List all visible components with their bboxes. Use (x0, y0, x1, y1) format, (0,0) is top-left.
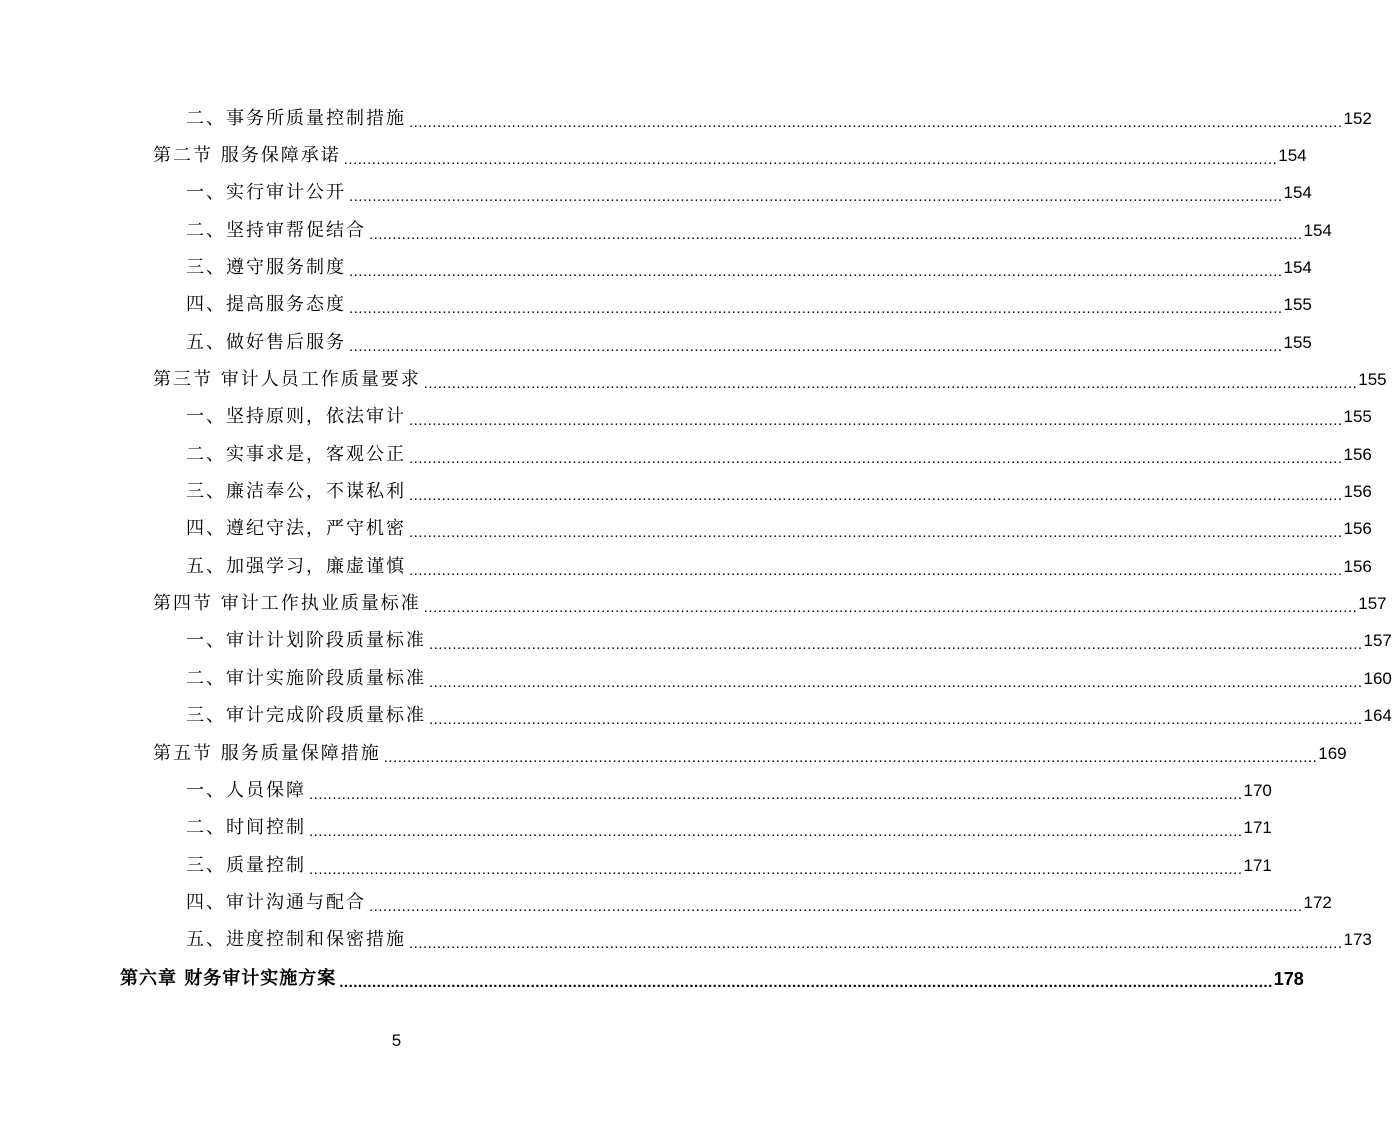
toc-dot-leader: ........................................................................................................................................................................................................ (369, 897, 1303, 915)
toc-dot-leader: ........................................................................................................................................................................................................ (369, 225, 1303, 243)
toc-entry-title: 第二节 服务保障承诺 (153, 145, 341, 167)
toc-entry-title: 二、实事求是，客观公正 (186, 443, 406, 465)
toc-entry-page-number: 172 (1303, 892, 1332, 912)
toc-chapter-entry[interactable] (0, 960, 1304, 997)
toc-dot-leader: ........................................................................................................................................................................................................ (349, 300, 1283, 318)
toc-entry-page-number: 154 (1303, 220, 1332, 240)
table-of-contents (0, 100, 1392, 997)
toc-dot-leader: ........................................................................................................................................................................................................ (339, 973, 1273, 991)
toc-entry-title: 一、坚持原则，依法审计 (186, 406, 406, 428)
toc-entry-page-number: 156 (1343, 482, 1372, 502)
toc-entry-title: 二、事务所质量控制措施 (186, 107, 406, 129)
toc-item-entry[interactable] (0, 212, 1332, 249)
toc-section-entry[interactable] (0, 361, 1387, 398)
toc-entry-page-number: 169 (1318, 743, 1347, 763)
toc-item-entry[interactable] (0, 623, 1392, 660)
toc-entry-page-number: 156 (1343, 556, 1372, 576)
toc-dot-leader: ........................................................................................................................................................................................................ (349, 337, 1283, 355)
toc-entry-page-number: 154 (1283, 183, 1312, 203)
toc-entry-title: 五、加强学习，廉虚谨慎 (186, 555, 406, 577)
toc-dot-leader: ........................................................................................................................................................................................................ (343, 151, 1278, 169)
toc-section-entry[interactable] (0, 585, 1387, 622)
toc-dot-leader: ........................................................................................................................................................................................................ (429, 673, 1363, 691)
toc-entry-page-number: 164 (1363, 706, 1392, 726)
toc-entry-page-number: 155 (1283, 295, 1312, 315)
toc-item-entry[interactable] (0, 511, 1372, 548)
toc-item-entry[interactable] (0, 810, 1272, 847)
toc-dot-leader: ........................................................................................................................................................................................................ (383, 748, 1318, 766)
toc-entry-page-number: 178 (1273, 968, 1304, 989)
toc-entry-title: 三、遵守服务制度 (186, 257, 346, 279)
toc-dot-leader: ........................................................................................................................................................................................................ (409, 524, 1343, 542)
toc-dot-leader: ........................................................................................................................................................................................................ (409, 449, 1343, 467)
toc-dot-leader: ........................................................................................................................................................................................................ (409, 487, 1343, 505)
toc-entry-page-number: 155 (1343, 407, 1372, 427)
toc-entry-title: 四、遵纪守法，严守机密 (186, 518, 406, 540)
toc-entry-page-number: 155 (1358, 370, 1387, 390)
toc-section-entry[interactable] (0, 137, 1307, 174)
toc-entry-title: 三、审计完成阶段质量标准 (186, 705, 426, 727)
toc-entry-page-number: 157 (1363, 631, 1392, 651)
toc-item-entry[interactable] (0, 287, 1312, 324)
toc-item-entry[interactable] (0, 473, 1372, 510)
toc-entry-title: 三、质量控制 (186, 854, 306, 876)
toc-dot-leader: ........................................................................................................................................................................................................ (349, 188, 1283, 206)
toc-dot-leader: ........................................................................................................................................................................................................ (409, 935, 1343, 953)
toc-dot-leader: ........................................................................................................................................................................................................ (309, 860, 1243, 878)
toc-entry-page-number: 171 (1243, 855, 1272, 875)
toc-dot-leader: ........................................................................................................................................................................................................ (409, 561, 1343, 579)
toc-item-entry[interactable] (0, 436, 1372, 473)
toc-dot-leader: ........................................................................................................................................................................................................ (409, 113, 1343, 131)
toc-entry-title: 二、审计实施阶段质量标准 (186, 667, 426, 689)
toc-entry-page-number: 170 (1243, 780, 1272, 800)
toc-entry-page-number: 157 (1358, 594, 1387, 614)
toc-entry-title: 第四节 审计工作执业质量标准 (153, 593, 421, 615)
toc-dot-leader: ........................................................................................................................................................................................................ (409, 412, 1343, 430)
toc-dot-leader: ........................................................................................................................................................................................................ (429, 636, 1363, 654)
toc-entry-page-number: 152 (1343, 108, 1372, 128)
toc-entry-title: 四、提高服务态度 (186, 294, 346, 316)
toc-item-entry[interactable] (0, 922, 1372, 959)
toc-entry-page-number: 156 (1343, 519, 1372, 539)
toc-entry-page-number: 160 (1363, 668, 1392, 688)
toc-dot-leader: ........................................................................................................................................................................................................ (309, 823, 1243, 841)
toc-dot-leader: ........................................................................................................................................................................................................ (309, 785, 1243, 803)
toc-entry-title: 二、时间控制 (186, 817, 306, 839)
toc-entry-title: 第六章 财务审计实施方案 (120, 967, 337, 989)
toc-entry-title: 第五节 服务质量保障措施 (153, 742, 381, 764)
toc-section-entry[interactable] (0, 735, 1347, 772)
toc-entry-title: 五、进度控制和保密措施 (186, 929, 406, 951)
toc-entry-title: 二、坚持审帮促结合 (186, 219, 366, 241)
toc-item-entry[interactable] (0, 100, 1372, 137)
toc-dot-leader: ........................................................................................................................................................................................................ (429, 711, 1363, 729)
toc-item-entry[interactable] (0, 249, 1312, 286)
toc-item-entry[interactable] (0, 548, 1372, 585)
toc-entry-page-number: 156 (1343, 444, 1372, 464)
toc-entry-page-number: 154 (1278, 146, 1307, 166)
page-number: 5 (391, 1031, 402, 1050)
toc-dot-leader: ........................................................................................................................................................................................................ (349, 263, 1283, 281)
toc-dot-leader: ........................................................................................................................................................................................................ (423, 599, 1358, 617)
toc-item-entry[interactable] (0, 847, 1272, 884)
toc-entry-title: 四、审计沟通与配合 (186, 891, 366, 913)
toc-entry-page-number: 173 (1343, 930, 1372, 950)
toc-entry-title: 三、廉洁奉公，不谋私利 (186, 481, 406, 503)
toc-entry-page-number: 155 (1283, 332, 1312, 352)
toc-entry-title: 一、人员保障 (186, 779, 306, 801)
toc-item-entry[interactable] (0, 772, 1272, 809)
toc-entry-page-number: 171 (1243, 818, 1272, 838)
toc-item-entry[interactable] (0, 698, 1392, 735)
toc-entry-title: 第三节 审计人员工作质量要求 (153, 369, 421, 391)
toc-entry-title: 五、做好售后服务 (186, 331, 346, 353)
toc-item-entry[interactable] (0, 175, 1312, 212)
toc-entry-title: 一、审计计划阶段质量标准 (186, 630, 426, 652)
toc-item-entry[interactable] (0, 660, 1392, 697)
toc-entry-page-number: 154 (1283, 258, 1312, 278)
toc-entry-title: 一、实行审计公开 (186, 182, 346, 204)
toc-item-entry[interactable] (0, 884, 1332, 921)
toc-item-entry[interactable] (0, 324, 1312, 361)
toc-dot-leader: ........................................................................................................................................................................................................ (423, 375, 1358, 393)
toc-item-entry[interactable] (0, 399, 1372, 436)
